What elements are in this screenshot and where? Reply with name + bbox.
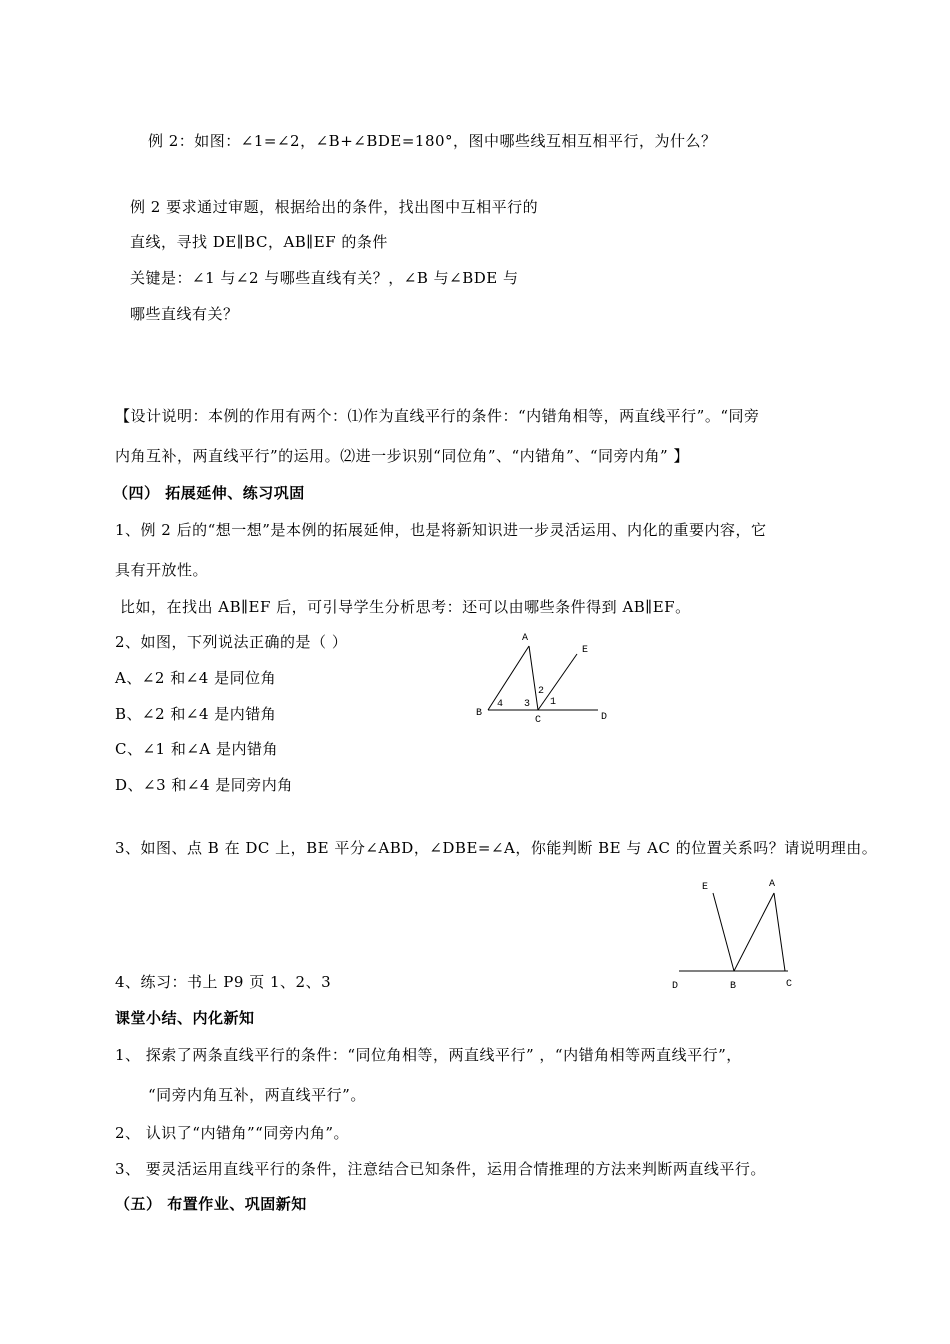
label-b: B — [730, 981, 737, 992]
angle-3-label: 3 — [524, 699, 531, 710]
label-d: D — [672, 981, 679, 992]
example2-note-line: 关键是：∠1 与∠2 与哪些直线有关？，∠B 与∠BDE 与 — [130, 269, 519, 287]
option-a: A、∠2 和∠4 是同位角 — [115, 669, 277, 687]
item1-line: 比如，在找出 AB∥EF 后，可引导学生分析思考：还可以由哪些条件得到 AB∥EF。 — [120, 598, 691, 616]
design-note-line: 内角互补，两直线平行”的运用。⑵进一步识别“同位角”、“内错角”、“同旁内角” 】 — [115, 447, 689, 465]
question-2-stem: 2、如图，下列说法正确的是（ ） — [115, 633, 348, 651]
question-4: 4、练习：书上 P9 页 1、2、3 — [115, 973, 332, 991]
item1-line: 具有开放性。 — [115, 561, 209, 579]
example2-note-line: 直线，寻找 DE∥BC，AB∥EF 的条件 — [130, 233, 388, 251]
summary-item: 1、 探索了两条直线平行的条件：“同位角相等，两直线平行” ，“内错角相等两直线平行”， — [115, 1046, 742, 1064]
segment-ac — [774, 893, 785, 971]
summary-item: 3、 要灵活运用直线平行的条件，注意结合已知条件，运用合情推理的方法来判断两直线平行。 — [115, 1160, 766, 1178]
item1-line: 1、例 2 后的“想一想”是本例的拓展延伸，也是将新知识进一步灵活运用、内化的重要内容，它 — [115, 521, 767, 539]
option-c: C、∠1 和∠A 是内错角 — [115, 740, 279, 758]
section4-heading: （四） 拓展延伸、练习巩固 — [113, 484, 305, 502]
label-d: D — [601, 712, 608, 723]
summary-item: 2、 认识了“内错角”“同旁内角”。 — [115, 1124, 349, 1142]
summary-heading: 课堂小结、内化新知 — [115, 1009, 255, 1027]
segment-be — [713, 893, 734, 971]
label-b: B — [476, 708, 483, 719]
option-d: D、∠3 和∠4 是同旁内角 — [115, 776, 293, 794]
angle-2-label: 2 — [538, 686, 545, 697]
label-e: E — [582, 645, 589, 656]
summary-item: “同旁内角互补，两直线平行”。 — [148, 1086, 366, 1104]
label-e: E — [702, 882, 709, 893]
label-a: A — [769, 879, 776, 890]
label-a: A — [522, 633, 529, 644]
example2-question: 例 2：如图：∠1=∠2，∠B+∠BDE=180°，图中哪些线互相互相平行，为什么？ — [148, 132, 717, 150]
example2-note-line: 例 2 要求通过审题，根据给出的条件，找出图中互相平行的 — [130, 198, 539, 216]
label-c: C — [535, 715, 542, 726]
question-3-stem: 3、如图、点 B 在 DC 上，BE 平分∠ABD，∠DBE=∠A，你能判断 BE 与 AC 的位置关系吗？请说明理由。 — [115, 839, 878, 857]
example2-note-line: 哪些直线有关？ — [130, 305, 239, 323]
section5-heading: （五） 布置作业、巩固新知 — [115, 1195, 307, 1213]
angle-1-label: 1 — [550, 697, 557, 708]
label-c: C — [786, 979, 793, 990]
option-b: B、∠2 和∠4 是内错角 — [115, 705, 277, 723]
segment-ba — [734, 893, 774, 971]
design-note-line: 【设计说明：本例的作用有两个：⑴作为直线平行的条件：“内错角相等，两直线平行”。“同旁 — [115, 407, 760, 425]
angle-4-label: 4 — [497, 699, 504, 710]
